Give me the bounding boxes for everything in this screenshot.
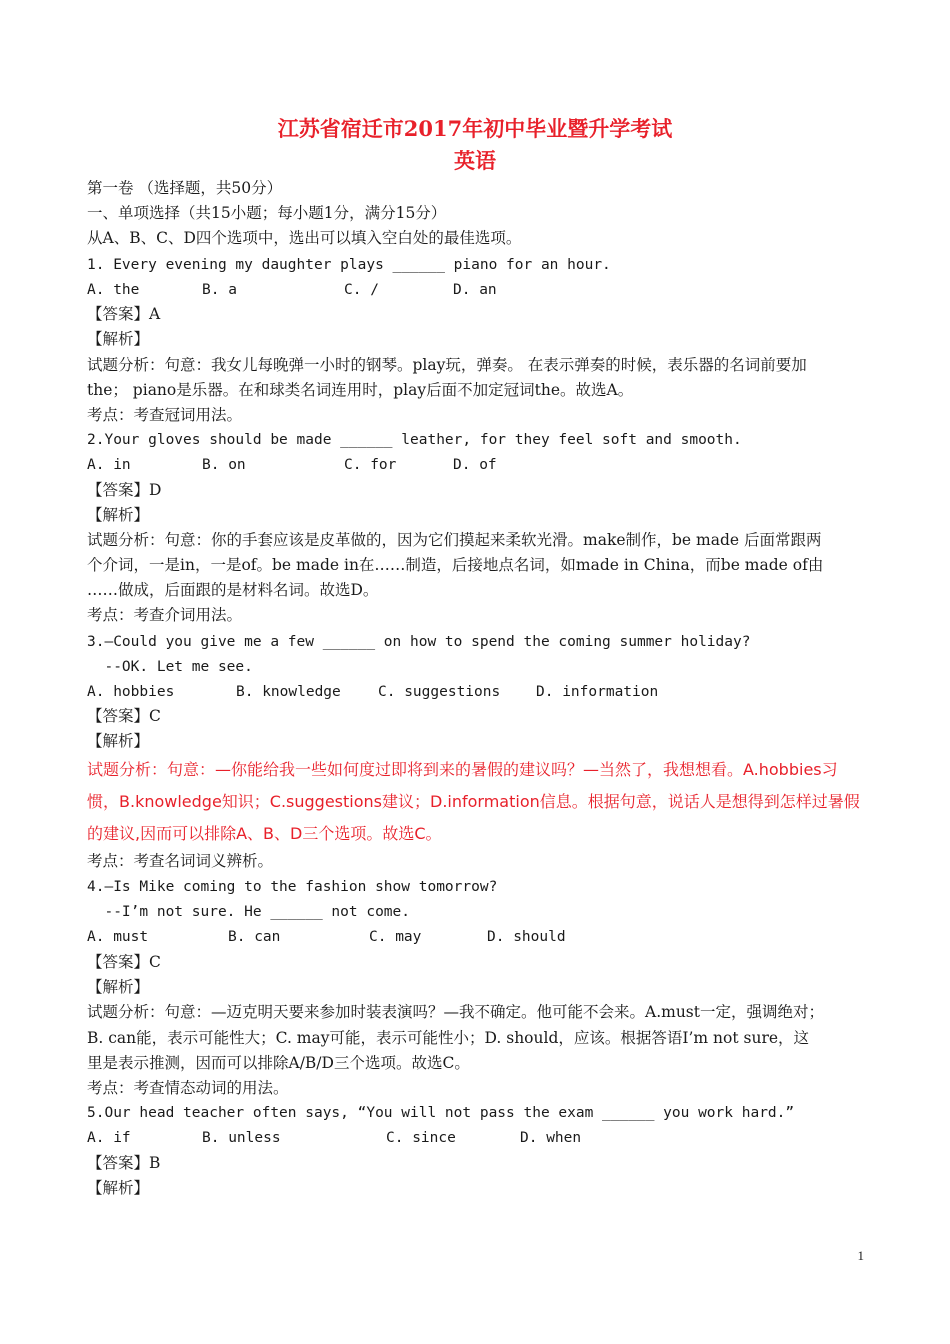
option-a: A. in (87, 457, 131, 473)
page-number: 1 (857, 1248, 864, 1263)
option-b: B. can (228, 929, 281, 945)
option-b: B. unless (202, 1130, 281, 1146)
analysis-label: 【解析】 (87, 978, 150, 996)
option-c: C. suggestions (378, 684, 501, 700)
option-c: C. may (369, 929, 422, 945)
analysis-text: 里是表示推测，因而可以排除A/B/D三个选项。故选C。 (87, 1054, 470, 1072)
question-stem: 3.–Could you give me a few ______ on how to spend the coming summer holiday? (87, 634, 751, 650)
analysis-label: 【解析】 (87, 506, 150, 524)
analysis-text: 个介词，一是in，一是of。be made in在……制造，后接地点名词，如made in China，而be made of由 (87, 556, 824, 574)
option-d: D. should (487, 929, 566, 945)
analysis-text: the； piano是乐器。在和球类名词连用时，play后面不加定冠词the。故选A。 (87, 381, 634, 399)
analysis-text: B. can能，表示可能性大；C. may可能，表示可能性小；D. should，应该。根据答语I’m not sure，这 (87, 1029, 810, 1047)
analysis-text: 试题分析：句意：我女儿每晚弹一小时的钢琴。play玩，弹奏。 在表示弹奏的时候，表乐器的名词前要加 (87, 356, 807, 374)
analysis-label: 【解析】 (87, 330, 150, 348)
answer-label: 【答案】C (87, 953, 161, 971)
analysis-label: 【解析】 (87, 1179, 150, 1197)
question-reply: --I’m not sure. He ______ not come. (87, 904, 411, 920)
option-c: C. since (386, 1130, 456, 1146)
knowledge-point: 考点：考查介词用法。 (87, 606, 243, 624)
analysis-text: 试题分析：句意：你的手套应该是皮革做的，因为它们摸起来柔软光滑。make制作，be made 后面常跟两 (87, 531, 822, 549)
answer-label: 【答案】A (87, 305, 161, 323)
option-d: D. when (520, 1130, 582, 1146)
option-a: A. the (87, 282, 140, 298)
answer-label: 【答案】B (87, 1154, 161, 1172)
question-stem: 5.Our head teacher often says, “You will not pass the exam ______ you work hard.” (87, 1105, 795, 1121)
option-b: B. knowledge (236, 684, 341, 700)
answer-label: 【答案】D (87, 481, 162, 499)
option-b: B. a (202, 282, 237, 298)
analysis-text-highlight: 惯，B.knowledge知识；C.suggestions建议；D.information信息。根据句意，说话人是想得到怎样过暑假 (87, 792, 860, 811)
analysis-text-highlight: 试题分析：句意：—你能给我一些如何度过即将到来的暑假的建议吗？—当然了，我想想看。A.hobbies习 (87, 760, 838, 779)
option-d: D. information (536, 684, 659, 700)
answer-label: 【答案】C (87, 707, 161, 725)
knowledge-point: 考点：考查情态动词的用法。 (87, 1079, 289, 1097)
knowledge-point: 考点：考查名词词义辨析。 (87, 852, 274, 870)
option-a: A. hobbies (87, 684, 175, 700)
option-d: D. of (453, 457, 497, 473)
option-d: D. an (453, 282, 497, 298)
instruction-text: 从A、B、C、D四个选项中，选出可以填入空白处的最佳选项。 (87, 229, 522, 247)
option-c: C. for (344, 457, 397, 473)
exam-title: 江苏省宿迁市2017年初中毕业暨升学考试 (277, 116, 673, 141)
question-stem: 1. Every evening my daughter plays ______ piano for an hour. (87, 257, 611, 273)
option-a: A. must (87, 929, 149, 945)
question-stem: 4.–Is Mike coming to the fashion show tomorrow? (87, 879, 498, 895)
analysis-text: 试题分析：句意：—迈克明天要来参加时装表演吗？—我不确定。他可能不会来。A.must一定，强调绝对； (87, 1003, 824, 1021)
option-c: C. / (344, 282, 379, 298)
question-stem: 2.Your gloves should be made ______ leather, for they feel soft and smooth. (87, 432, 742, 448)
option-a: A. if (87, 1130, 131, 1146)
exam-subject: 英语 (454, 148, 496, 173)
analysis-text-highlight: 的建议,因而可以排除A、B、D三个选项。故选C。 (87, 824, 442, 843)
question-reply: --OK. Let me see. (87, 659, 253, 675)
analysis-text: ……做成，后面跟的是材料名词。故选D。 (87, 581, 379, 599)
analysis-label: 【解析】 (87, 732, 150, 750)
option-b: B. on (202, 457, 246, 473)
section-heading: 一、单项选择（共15小题；每小题1分，满分15分） (87, 204, 447, 222)
volume-heading: 第一卷 （选择题，共50分） (87, 179, 283, 197)
knowledge-point: 考点：考查冠词用法。 (87, 406, 243, 424)
